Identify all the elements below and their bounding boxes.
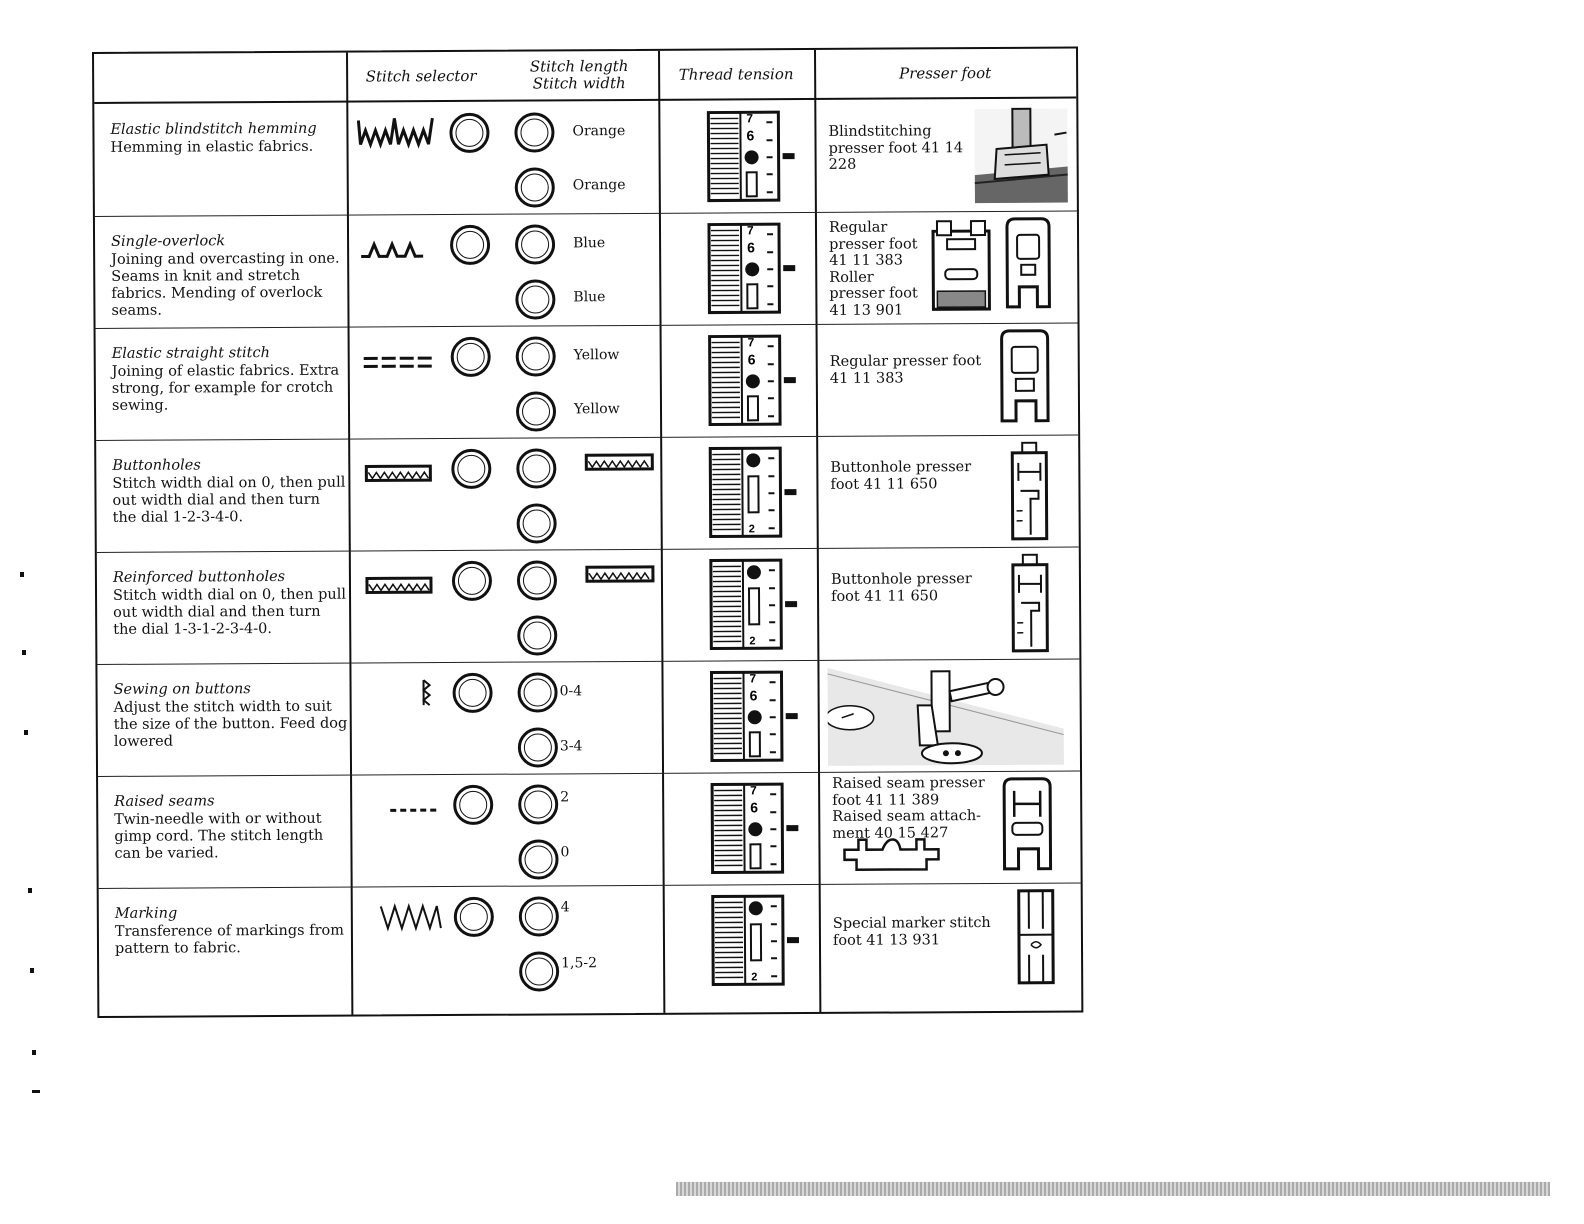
stitch-length-setting: 2: [560, 789, 570, 806]
stitch-selector-dial: [452, 673, 492, 713]
stitch-selector-dial: [449, 113, 489, 153]
scan-mark: [20, 572, 24, 577]
stitch-length-setting: Orange: [572, 123, 626, 140]
task-text: Hemming in elastic fabrics.: [110, 138, 314, 156]
presser-foot-description: Blindstitching presser foot 41 14 228: [828, 123, 964, 173]
table-row: [95, 211, 1078, 329]
stitch-length-dial: [516, 448, 556, 488]
task-description: [115, 905, 350, 958]
marker-foot-icon: [1011, 889, 1062, 989]
task-title: Elastic straight stitch: [111, 345, 270, 362]
stitch-selector-dial: [453, 785, 493, 825]
stitch-length-dial: [519, 896, 559, 936]
task-description: [110, 121, 345, 157]
stitch-length-setting: 0-4: [559, 683, 583, 700]
task-description: [114, 681, 349, 751]
task-text: Transference of markings from pattern to fabric.: [114, 922, 345, 957]
stitch-length-setting: 4: [560, 899, 570, 916]
stitch-selector-dial: [451, 337, 491, 377]
stitch-width-dial: [517, 615, 557, 655]
scan-edge-band: [676, 1182, 1550, 1196]
scan-mark: [30, 968, 34, 973]
header-thread-tension: Thread tension: [678, 64, 794, 84]
stitch-width-dial: [515, 167, 555, 207]
table-row: [94, 99, 1077, 217]
header-stitch-selector: Stitch selector: [365, 66, 477, 85]
stitch-selector-dial: [451, 449, 491, 489]
table-row: [97, 658, 1080, 776]
tension-bottom-label: 2: [748, 523, 755, 536]
buttonhole-foot-icon: [1007, 553, 1058, 653]
scan-mark: [22, 650, 26, 655]
task-title: Sewing on buttons: [113, 681, 251, 698]
tension-mid-label: 6: [750, 799, 759, 816]
task-text: Stitch width dial on 0, then pull out width dial and then turn the dial 1-3-1-2-3-4-0.: [112, 586, 347, 638]
task-text: Adjust the stitch width to suit the size of the button. Feed dog lowered: [113, 698, 348, 750]
tension-top-label: 7: [750, 783, 757, 798]
button-sew-symbol-icon: [359, 676, 449, 711]
stitch-width-dial: [517, 503, 557, 543]
table-row: [96, 434, 1079, 552]
header-stitch-length: Stitch length: [529, 57, 629, 76]
header-presser-foot: Presser foot: [899, 63, 992, 82]
stitch-width-setting: 3-4: [559, 738, 583, 755]
reinforced-buttonhole-symbol-icon: [359, 564, 449, 599]
raised-seam-symbol-icon: [360, 788, 450, 823]
task-title: Single-overlock: [111, 233, 226, 250]
task-title: Elastic blindstitch hemming: [110, 120, 317, 138]
presser-foot-description: Buttonhole presser foot 41 11 650: [830, 459, 972, 493]
tension-dial-icon: [707, 222, 798, 315]
stitch-width-setting: Orange: [572, 177, 626, 194]
table-row: [99, 882, 1082, 999]
scan-mark: [28, 888, 32, 893]
stitch-selector-dial: [452, 561, 492, 601]
button-sewing-illustration-icon: [827, 665, 1064, 768]
tension-mid-label: 6: [747, 351, 756, 368]
scan-mark: [32, 1090, 40, 1093]
stitch-width-dial: [518, 727, 558, 767]
task-description: [113, 569, 348, 639]
tension-dial-buttonhole-icon: [709, 558, 800, 651]
presser-foot-description: Special marker stitch foot 41 13 931: [832, 914, 991, 949]
tension-dial-icon: [708, 334, 799, 427]
task-title: Reinforced buttonholes: [112, 568, 286, 586]
buttonhole-symbol-icon: [358, 452, 448, 487]
raised-seam-attachment-icon: [842, 837, 942, 874]
task-description: [112, 457, 347, 527]
stitch-width-setting: Blue: [573, 289, 606, 306]
table-header: [94, 49, 1076, 104]
presser-foot-description: Regular presser foot 41 11 383 Roller presser foot 41 13 901: [828, 219, 918, 319]
straight-stitch-symbol-icon: [358, 340, 448, 375]
task-text: Twin-needle with or without gimp cord. The stitch length can be varied.: [114, 810, 324, 862]
stitch-length-dial: [514, 112, 554, 152]
stitch-width-setting: Yellow: [573, 401, 620, 418]
task-description: [114, 793, 349, 863]
stitch-length-dial: [515, 224, 555, 264]
stitch-selector-dial: [450, 225, 490, 265]
header-length-width: [504, 51, 654, 100]
task-text: Stitch width dial on 0, then pull out width dial and then turn the dial 1-2-3-4-0.: [112, 474, 346, 526]
stitch-width-dial: [515, 279, 555, 319]
roller-and-regular-foot-icon: [927, 217, 1073, 318]
stitch-width-dial: [519, 951, 559, 991]
task-text: Joining and overcasting in one. Seams in knit and stretch fabrics. Mending of overlock seams.: [111, 250, 340, 319]
stitch-width-dial: [516, 391, 556, 431]
table-row: [96, 323, 1079, 441]
scan-mark: [32, 1050, 36, 1055]
buttonhole-foot-icon: [1006, 441, 1057, 541]
tension-top-label: 7: [749, 671, 757, 686]
stitch-width-setting: 1,5-2: [561, 955, 598, 972]
stitch-width-dial: [518, 839, 558, 879]
task-text: Joining of elastic fabrics. Extra strong, for example for crotch sewing.: [111, 362, 340, 414]
tension-mid-label: 6: [747, 239, 755, 256]
header-stitch-width: Stitch width: [532, 74, 626, 93]
marking-stitch-symbol-icon: [361, 900, 451, 935]
tension-dial-icon: [710, 782, 801, 875]
stitch-length-setting: Blue: [573, 235, 606, 252]
tension-dial-icon: [706, 110, 797, 203]
stitch-length-setting: Yellow: [573, 347, 620, 364]
buttonhole-symbol-icon: [584, 451, 656, 475]
task-description: [112, 345, 347, 415]
stitch-length-dial: [517, 672, 557, 712]
task-title: Marking: [114, 905, 178, 922]
presser-foot-description: Buttonhole presser foot 41 11 650: [830, 571, 972, 605]
stitch-chart-table: [92, 46, 1083, 1017]
tension-dial-buttonhole-icon: [708, 446, 799, 539]
task-description: [111, 233, 346, 320]
tension-bottom-label: 2: [751, 971, 758, 984]
overlock-symbol-icon: [357, 228, 447, 263]
reinforced-buttonhole-symbol-icon: [585, 563, 657, 587]
tension-top-label: 7: [746, 111, 754, 126]
tension-mid-label: 6: [746, 127, 755, 144]
stitch-length-dial: [516, 336, 556, 376]
regular-foot-icon: [996, 329, 1057, 429]
tension-dial-icon: [709, 670, 800, 763]
task-title: Buttonholes: [112, 457, 201, 474]
table-row: [98, 770, 1081, 888]
raised-seam-foot-icon: [998, 777, 1059, 877]
tension-dial-buttonhole-icon: [711, 894, 802, 987]
stitch-width-setting: 0: [560, 844, 570, 861]
blindstitch-foot-photo-icon: [974, 105, 1070, 206]
stitch-length-dial: [517, 560, 557, 600]
blindstitch-symbol-icon: [356, 116, 446, 151]
scan-mark: [24, 730, 28, 735]
presser-foot-description: Raised seam presser foot 41 11 389 Raised seam attach- ment 40 15 427: [832, 775, 985, 842]
tension-bottom-label: 2: [749, 635, 756, 648]
tension-top-label: 7: [747, 335, 755, 350]
tension-top-label: 7: [746, 223, 754, 238]
stitch-length-dial: [518, 784, 558, 824]
task-title: Raised seams: [114, 793, 215, 810]
presser-foot-description: Regular presser foot 41 11 383: [829, 353, 982, 387]
stitch-selector-dial: [454, 897, 494, 937]
tension-mid-label: 6: [749, 687, 758, 704]
table-row: [97, 546, 1080, 664]
